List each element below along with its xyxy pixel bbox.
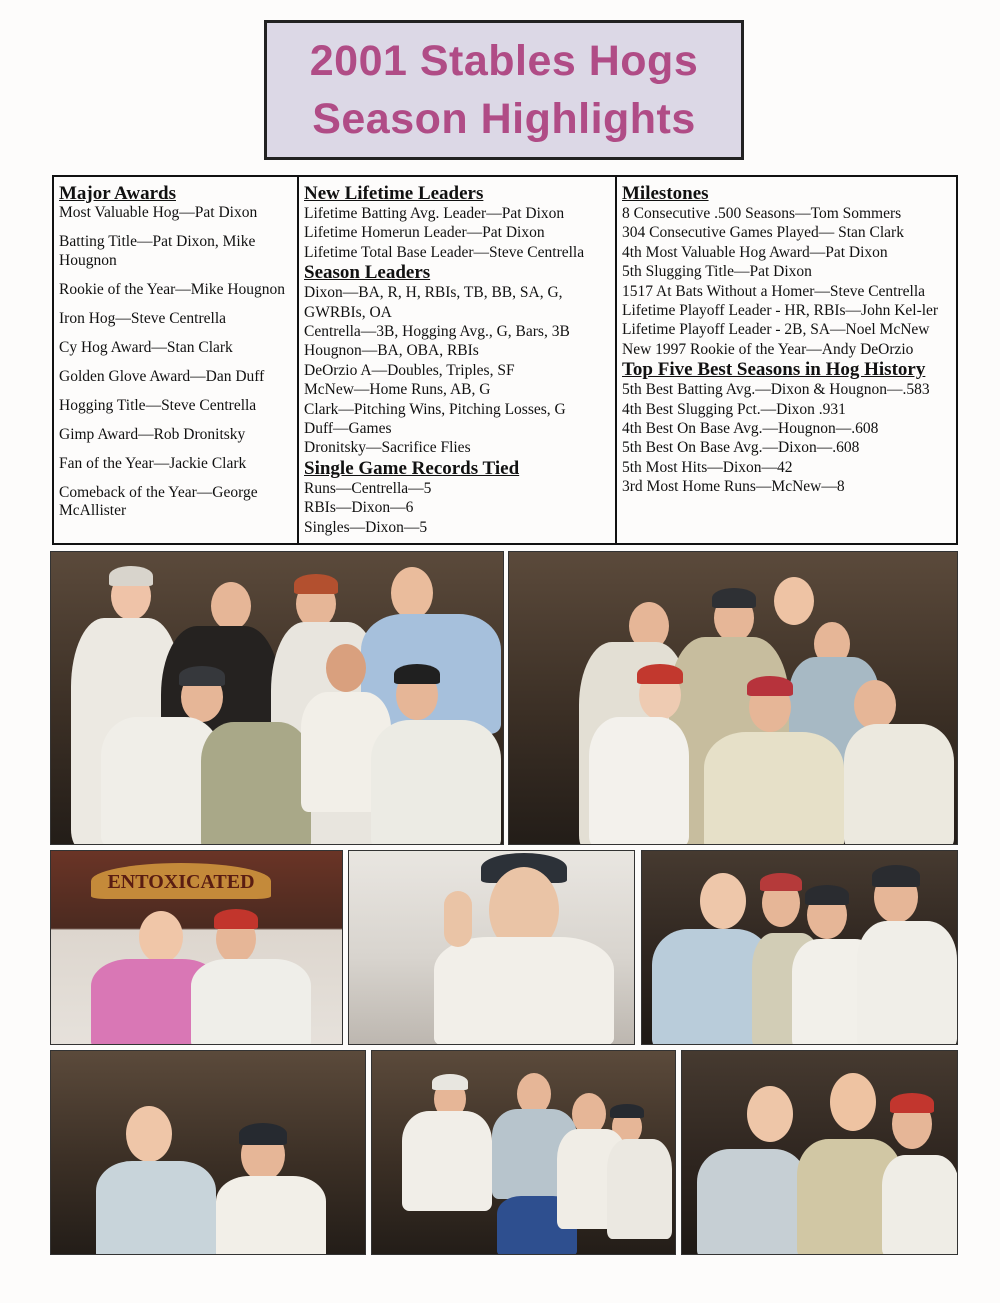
list-item: Lifetime Homerun Leader—Pat Dixon: [304, 224, 545, 242]
list-item: Runs—Centrella—5: [304, 479, 432, 497]
list-item: 304 Consecutive Games Played— Stan Clark: [622, 224, 904, 242]
list-item: 3rd Most Home Runs—McNew—8: [622, 478, 845, 496]
list-item: Centrella—3B, Hogging Avg., G, Bars, 3B: [304, 323, 570, 341]
list-item: Hougnon—BA, OBA, RBIs: [304, 342, 479, 360]
photo-team-group-2: [508, 551, 958, 845]
list-item: 5th Best On Base Avg.—Dixon—.608: [622, 439, 860, 457]
list-item: Comeback of the Year—George McAllister: [59, 483, 258, 519]
section-heading: New Lifetime Leaders: [304, 183, 484, 204]
list-item: 4th Most Valuable Hog Award—Pat Dixon: [622, 243, 888, 261]
list-item: DeOrzio A—Doubles, Triples, SF: [304, 361, 515, 379]
photo-team-group-1: [50, 551, 504, 845]
list-item: Duff—Games: [304, 420, 392, 438]
list-item: Dixon—BA, R, H, RBIs, TB, BB, SA, G, GWRBIs, OA: [304, 284, 563, 321]
list-item: Lifetime Playoff Leader - HR, RBIs—John Kel-ler: [622, 302, 939, 320]
photo-bar-sign: ENTOXICATED: [91, 863, 271, 899]
list-item: 5th Slugging Title—Pat Dixon: [622, 263, 812, 281]
list-item: McNew—Home Runs, AB, G: [304, 381, 491, 399]
list-item: Iron Hog—Steve Centrella: [59, 309, 227, 327]
hand-shape: [444, 891, 472, 947]
list-item: New 1997 Rookie of the Year—Andy DeOrzio: [622, 340, 914, 358]
list-item: Lifetime Batting Avg. Leader—Pat Dixon: [304, 205, 565, 222]
list-item: Golden Glove Award—Dan Duff: [59, 367, 265, 385]
list-item: Cy Hog Award—Stan Clark: [59, 338, 233, 356]
list-item: Dronitsky—Sacrifice Flies: [304, 439, 471, 457]
section-heading: Season Leaders: [304, 262, 431, 284]
title-line-1: 2001 Stables Hogs: [309, 37, 699, 85]
photo-couple-bar: [50, 850, 343, 1045]
list-item: RBIs—Dixon—6: [304, 499, 414, 517]
list-item: Most Valuable Hog—Pat Dixon: [59, 204, 258, 221]
section-heading: Major Awards: [59, 183, 176, 204]
list-item: 1517 At Bats Without a Homer—Steve Centrella: [622, 282, 926, 300]
list-item: 5th Best Batting Avg.—Dixon & Hougnon—.583: [622, 381, 930, 399]
photo-peace-sign: [348, 850, 635, 1045]
photo-four-friends: [641, 850, 958, 1045]
list-item: 4th Best Slugging Pct.—Dixon .931: [622, 400, 846, 418]
list-item: Gimp Award—Rob Dronitsky: [59, 425, 246, 443]
list-item: Fan of the Year—Jackie Clark: [59, 454, 247, 472]
list-item: 8 Consecutive .500 Seasons—Tom Sommers: [622, 205, 902, 222]
column-major-awards: [54, 177, 297, 543]
list-item: 4th Best On Base Avg.—Hougnon—.608: [622, 420, 879, 438]
section-heading: Single Game Records Tied: [304, 457, 520, 479]
list-item: Hogging Title—Steve Centrella: [59, 396, 257, 414]
list-item: Rookie of the Year—Mike Hougnon: [59, 280, 286, 298]
column-leaders: [297, 177, 615, 543]
list-item: Singles—Dixon—5: [304, 518, 428, 536]
title-box: [264, 20, 744, 160]
list-item: Clark—Pitching Wins, Pitching Losses, G: [304, 400, 566, 418]
photo-arm-wrestle: [50, 1050, 366, 1255]
section-heading: Milestones: [622, 183, 709, 204]
highlights-table: [52, 175, 958, 545]
section-heading: Top Five Best Seasons in Hog History: [622, 359, 926, 381]
list-item: Lifetime Total Base Leader—Steve Centrella: [304, 243, 585, 261]
photo-flexing-group: [371, 1050, 676, 1255]
title-line-2: Season Highlights: [312, 95, 696, 143]
list-item: Batting Title—Pat Dixon, Mike Hougnon: [59, 233, 256, 269]
list-item: 5th Most Hits—Dixon—42: [622, 458, 793, 476]
list-item: Lifetime Playoff Leader - 2B, SA—Noel McNew: [622, 321, 930, 339]
column-milestones: [615, 177, 956, 543]
photo-three-friends: [681, 1050, 958, 1255]
